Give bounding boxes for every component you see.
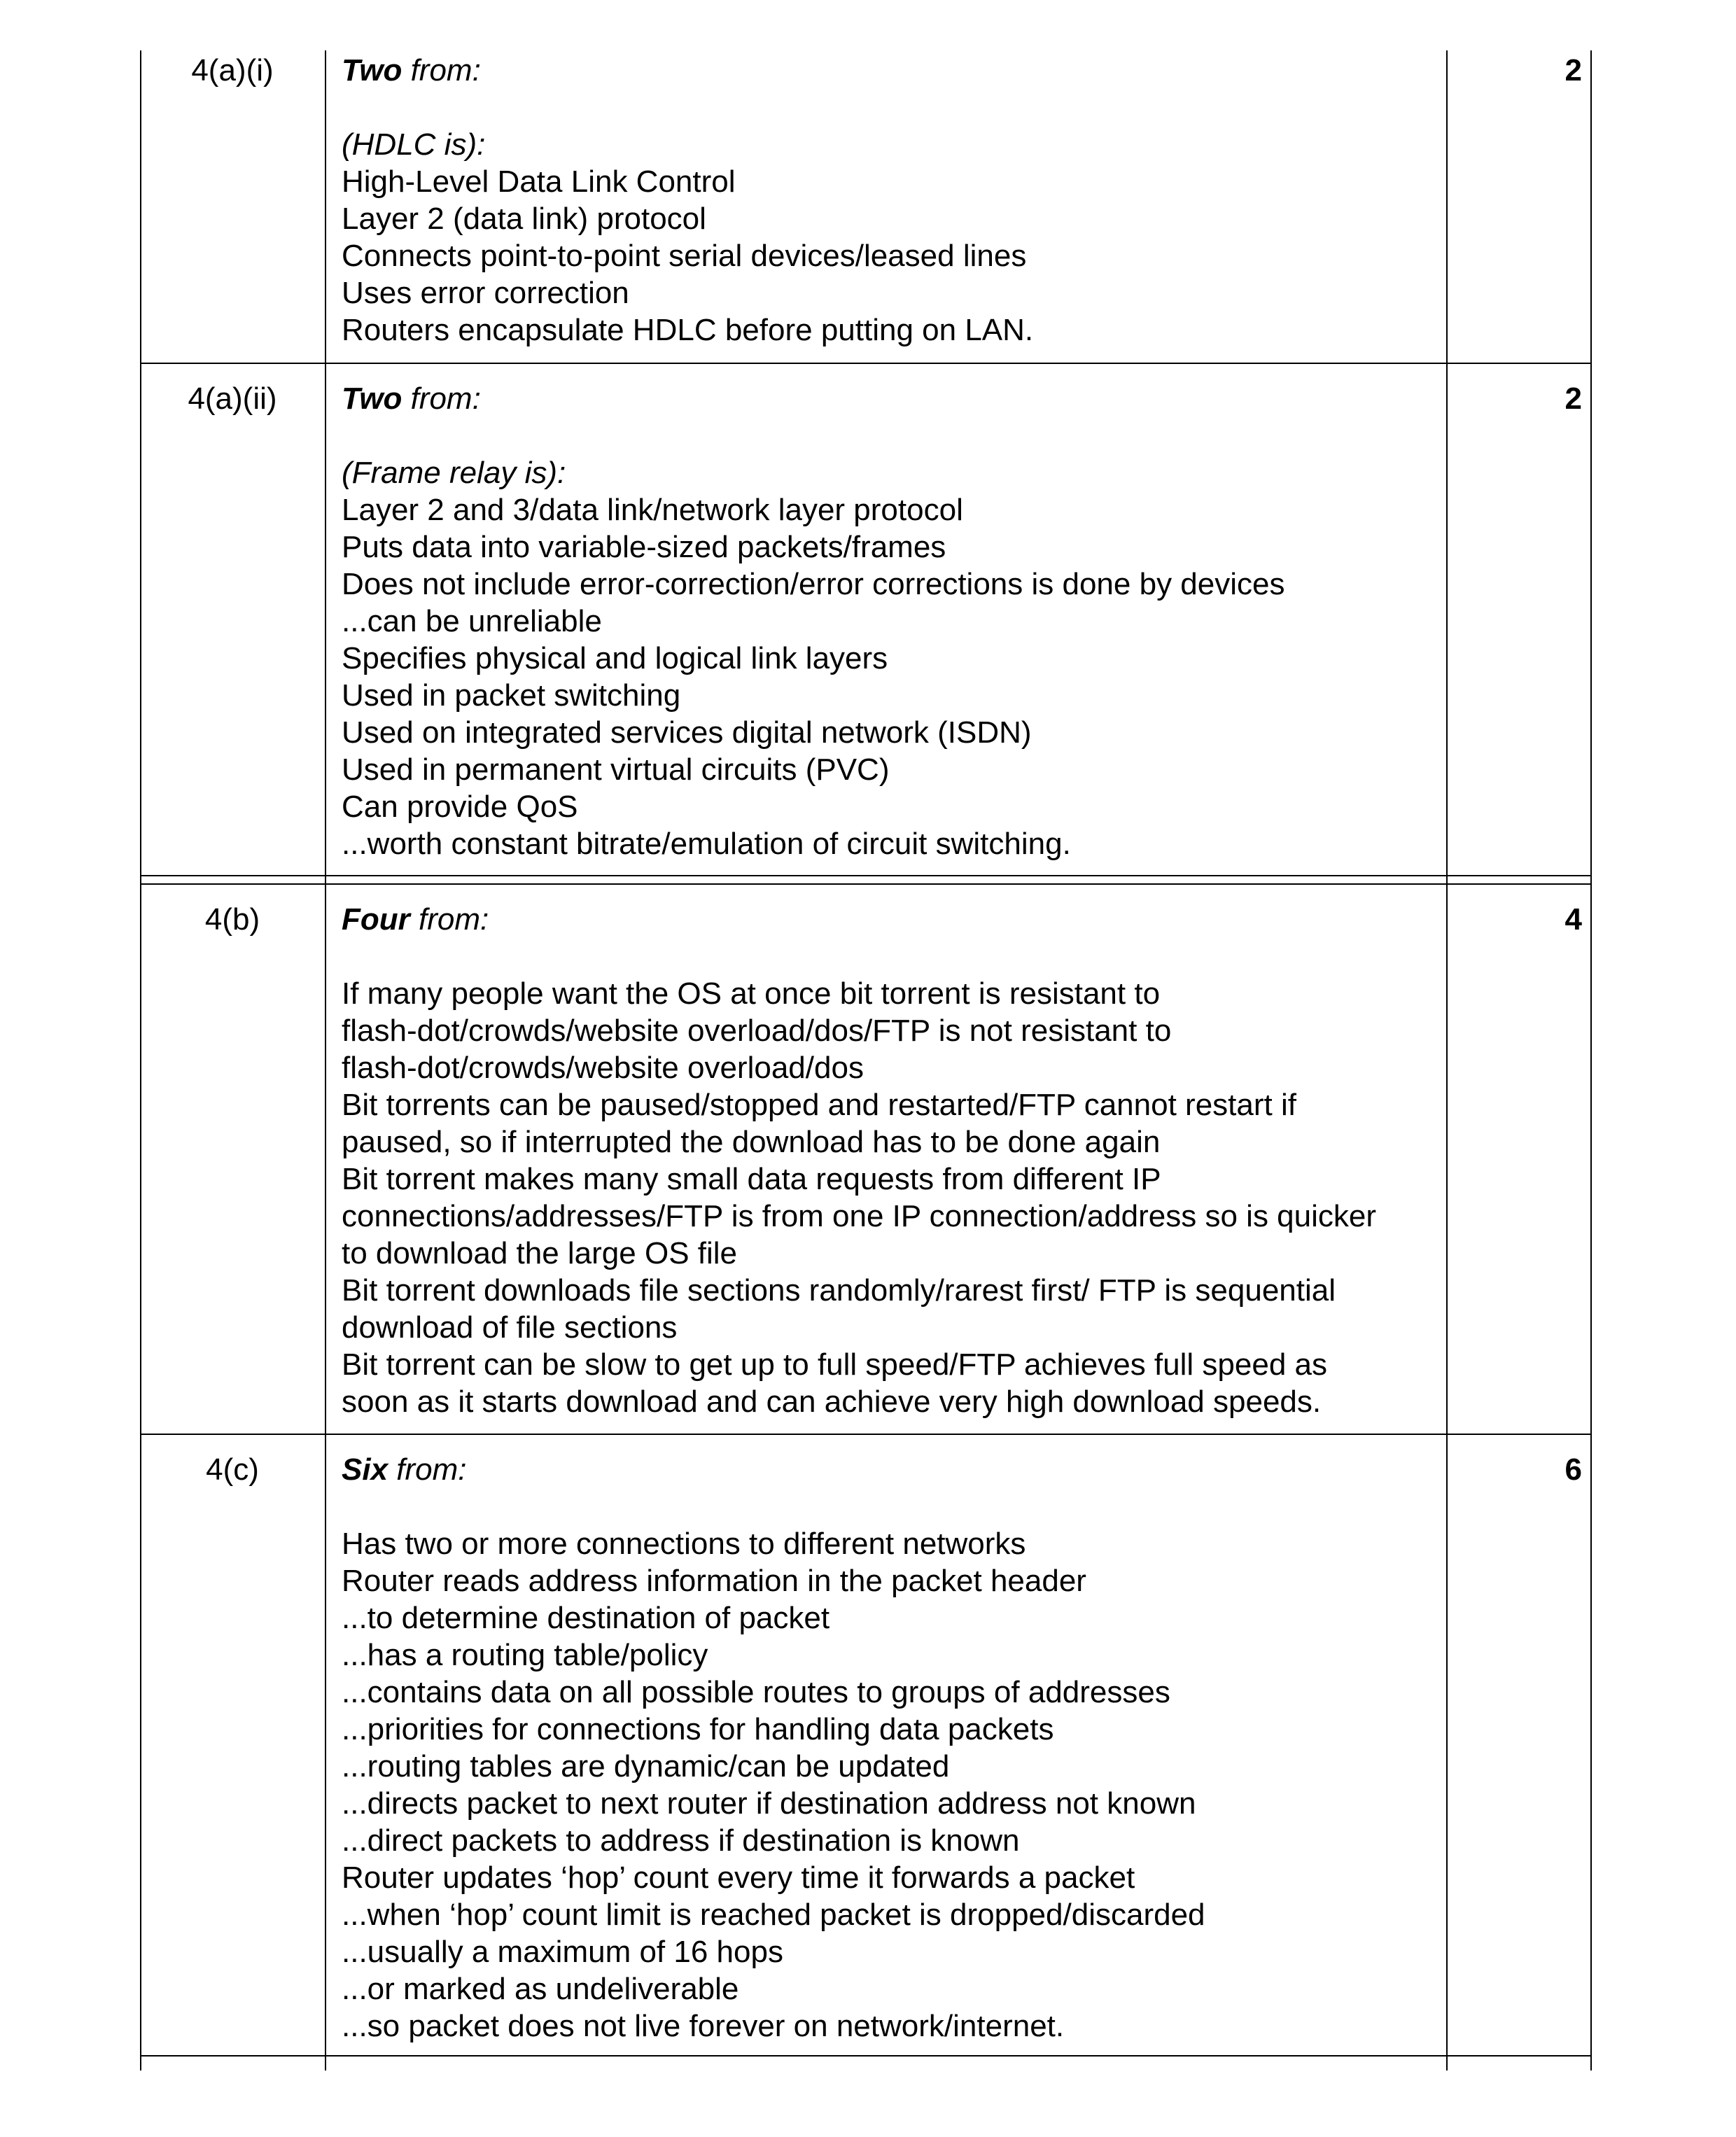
answer-line: Connects point-to-point serial devices/leased lines (342, 239, 1027, 273)
answer-line: ...to determine destination of packet (342, 1601, 830, 1635)
answer-line: Can provide QoS (342, 790, 578, 824)
answer-line: download of file sections (342, 1310, 678, 1345)
marks-value: 2 (1564, 53, 1582, 87)
row-divider (140, 875, 1592, 876)
question-number: 4(a)(ii) (188, 381, 277, 416)
marks-value: 6 (1564, 1452, 1582, 1487)
answer-line: Bit torrent downloads file sections randomly/rarest first/ FTP is sequential (342, 1273, 1336, 1308)
row-divider (140, 363, 1592, 364)
answer-line: ...usually a maximum of 16 hops (342, 1935, 783, 1969)
answer-line: Does not include error-correction/error corrections is done by devices (342, 567, 1285, 601)
answer-line: ...direct packets to address if destination is known (342, 1823, 1020, 1858)
answer-line: Bit torrents can be paused/stopped and restarted/FTP cannot restart if (342, 1088, 1296, 1122)
table-divider-question (325, 50, 326, 2071)
answer-line: Layer 2 and 3/data link/network layer protocol (342, 493, 963, 527)
answer-line: connections/addresses/FTP is from one IP connection/address so is quicker (342, 1199, 1377, 1233)
row-divider (140, 2055, 1592, 2057)
answer-line: Router updates ‘hop’ count every time it forwards a packet (342, 1861, 1135, 1895)
answer-line: ...has a routing table/policy (342, 1638, 708, 1672)
answer-line: ...directs packet to next router if destination address not known (342, 1786, 1196, 1821)
table-divider-marks (1446, 50, 1448, 2071)
answer-header: Two from: (342, 381, 481, 416)
answer-line: Puts data into variable-sized packets/frames (342, 530, 946, 564)
answer-line: High-Level Data Link Control (342, 164, 736, 199)
row-divider (140, 883, 1592, 885)
answer-line: Router reads address information in the packet header (342, 1564, 1086, 1598)
answer-line: ...so packet does not live forever on network/internet. (342, 2009, 1065, 2043)
answer-line: soon as it starts download and can achieve very high download speeds. (342, 1385, 1322, 1419)
answer-line: Used in packet switching (342, 678, 681, 713)
question-number: 4(c) (206, 1452, 259, 1487)
answer-line: flash-dot/crowds/website overload/dos/FTP is not resistant to (342, 1014, 1172, 1048)
marks-value: 2 (1564, 381, 1582, 416)
answer-header: Six from: (342, 1452, 467, 1487)
question-number: 4(a)(i) (191, 53, 274, 87)
answer-line: ...worth constant bitrate/emulation of circuit switching. (342, 827, 1071, 861)
answer-line: Used on integrated services digital network (ISDN) (342, 715, 1032, 750)
answer-header: Two from: (342, 53, 481, 87)
answer-line: Used in permanent virtual circuits (PVC) (342, 752, 890, 787)
answer-line: ...contains data on all possible routes to groups of addresses (342, 1675, 1170, 1709)
answer-line: Uses error correction (342, 276, 629, 310)
answer-line: Has two or more connections to different networks (342, 1527, 1026, 1561)
answer-cell (342, 52, 1434, 349)
answer-line: to download the large OS file (342, 1236, 738, 1270)
question-number: 4(b) (204, 902, 260, 937)
answer-subheader: (HDLC is): (342, 127, 486, 162)
answer-subheader: (Frame relay is): (342, 456, 566, 490)
answer-header: Four from: (342, 902, 489, 937)
answer-line: Layer 2 (data link) protocol (342, 202, 706, 236)
marks-value: 4 (1564, 902, 1582, 937)
answer-cell (342, 380, 1434, 862)
answer-line: If many people want the OS at once bit torrent is resistant to (342, 976, 1161, 1011)
answer-line: Routers encapsulate HDLC before putting on LAN. (342, 313, 1034, 347)
answer-cell (342, 1451, 1434, 2045)
answer-cell (342, 901, 1434, 1420)
table-border-right (1590, 50, 1592, 2071)
answer-line: paused, so if interrupted the download has to be done again (342, 1125, 1161, 1159)
answer-line: ...or marked as undeliverable (342, 1972, 739, 2006)
answer-line: flash-dot/crowds/website overload/dos (342, 1051, 864, 1085)
row-divider (140, 1434, 1592, 1435)
table-border-left (140, 50, 141, 2071)
answer-line: ...can be unreliable (342, 604, 602, 638)
answer-line: Bit torrent can be slow to get up to full speed/FTP achieves full speed as (342, 1347, 1327, 1382)
answer-line: ...when ‘hop’ count limit is reached packet is dropped/discarded (342, 1898, 1205, 1932)
answer-line: ...priorities for connections for handling data packets (342, 1712, 1054, 1746)
answer-line: Specifies physical and logical link layers (342, 641, 888, 675)
answer-line: Bit torrent makes many small data requests from different IP (342, 1162, 1161, 1196)
answer-line: ...routing tables are dynamic/can be updated (342, 1749, 950, 1784)
